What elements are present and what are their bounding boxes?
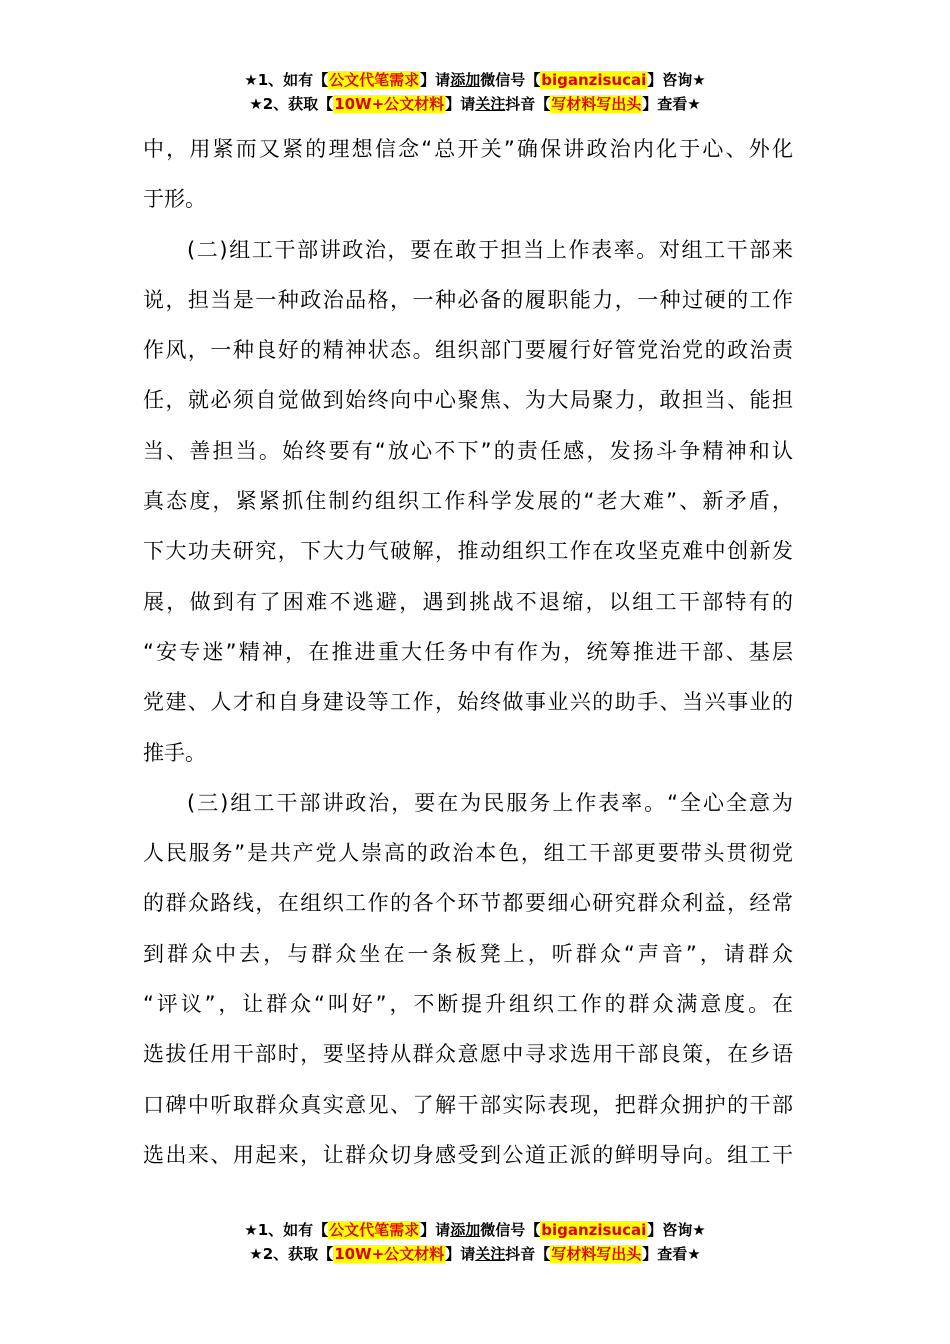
- banner-line-2: [0, 1242, 950, 1266]
- body-line: 党建、人才和自身建设等工作，始终做事业兴的助手、当兴事业的: [143, 690, 793, 715]
- banner-text: 】咨询★: [647, 71, 706, 89]
- banner-line-1: [0, 68, 950, 92]
- body-line: 口碑中听取群众真实意见、了解干部实际表现，把群众拥护的干部: [143, 1092, 793, 1117]
- banner-highlight: 写材料写出头: [551, 95, 642, 113]
- document-body: [143, 124, 793, 1180]
- banner-highlight: 10W+公文材料: [334, 95, 445, 113]
- banner-line-2: [0, 92, 950, 116]
- body-line: “评议”，让群众“叫好”，不断提升组织工作的群众满意度。在: [143, 992, 793, 1017]
- banner-highlight: 写材料写出头: [551, 1245, 642, 1263]
- banner-underline: 添加: [450, 1221, 481, 1239]
- banner-text: ★2、获取【: [249, 1245, 334, 1263]
- banner-line-1: [0, 1218, 950, 1242]
- body-line: 真态度，紧紧抓住制约组织工作科学发展的“老大难”、新矛盾，: [143, 489, 793, 514]
- body-line: (三)组工干部讲政治，要在为民服务上作表率。“全心全意为: [187, 790, 793, 815]
- body-line: 任，就必须自觉做到始终向中心聚焦、为大局聚力，敢担当、能担: [143, 388, 793, 413]
- body-line: 当、善担当。始终要有“放心不下”的责任感，发扬斗争精神和认: [143, 438, 793, 463]
- banner-text: ★2、获取【: [249, 95, 334, 113]
- banner-text: 】查看★: [642, 1245, 701, 1263]
- banner-underline: 添加: [450, 71, 481, 89]
- body-line: 的群众路线，在组织工作的各个环节都要细心研究群众利益，经常: [143, 891, 793, 916]
- body-line: 中，用紧而又紧的理想信念“总开关”确保讲政治内化于心、外化: [143, 137, 793, 161]
- banner-highlight: 公文代笔需求: [329, 1221, 420, 1239]
- body-line: 说，担当是一种政治品格，一种必备的履职能力，一种过硬的工作: [143, 287, 793, 312]
- banner-text: 】请: [445, 1245, 476, 1263]
- banner-underline: 关注: [475, 1245, 506, 1263]
- banner-text: 微信号【: [480, 71, 541, 89]
- body-line: 于形。: [143, 187, 206, 212]
- body-line: 到群众中去，与群众坐在一条板凳上，听群众“声音”，请群众: [143, 941, 793, 966]
- banner-text: 】请: [420, 71, 451, 89]
- banner-text: ★1、如有【: [244, 71, 329, 89]
- header-banner: [0, 68, 950, 116]
- banner-highlight: biganzisucai: [541, 71, 647, 89]
- banner-text: 】查看★: [642, 95, 701, 113]
- body-line: 推手。: [143, 740, 206, 765]
- banner-highlight: 公文代笔需求: [329, 71, 420, 89]
- banner-highlight: 10W+公文材料: [334, 1245, 445, 1263]
- banner-text: 抖音【: [505, 95, 551, 113]
- banner-text: 】咨询★: [647, 1221, 706, 1239]
- body-line: 选拔任用干部时，要坚持从群众意愿中寻求选用干部良策，在乡语: [143, 1042, 793, 1067]
- banner-text: ★1、如有【: [244, 1221, 329, 1239]
- banner-underline: 关注: [475, 95, 506, 113]
- body-line: 选出来、用起来，让群众切身感受到公道正派的鲜明导向。组工干: [143, 1142, 793, 1167]
- footer-banner: [0, 1218, 950, 1266]
- banner-text: 】请: [420, 1221, 451, 1239]
- banner-highlight: biganzisucai: [541, 1221, 647, 1239]
- body-line: 作风，一种良好的精神状态。组织部门要履行好管党治党的政治责: [143, 338, 793, 363]
- body-line: (二)组工干部讲政治，要在敢于担当上作表率。对组工干部来: [187, 237, 793, 262]
- body-line: “安专迷”精神，在推进重大任务中有作为，统筹推进干部、基层: [143, 639, 793, 664]
- body-line: 下大功夫研究，下大力气破解，推动组织工作在攻坚克难中创新发: [143, 539, 793, 564]
- body-line: 展，做到有了困难不逃避，遇到挑战不退缩，以组工干部特有的: [143, 589, 793, 614]
- banner-text: 】请: [445, 95, 476, 113]
- banner-text: 抖音【: [505, 1245, 551, 1263]
- body-line: 人民服务”是共产党人崇高的政治本色，组工干部更要带头贯彻党: [143, 841, 793, 866]
- banner-text: 微信号【: [480, 1221, 541, 1239]
